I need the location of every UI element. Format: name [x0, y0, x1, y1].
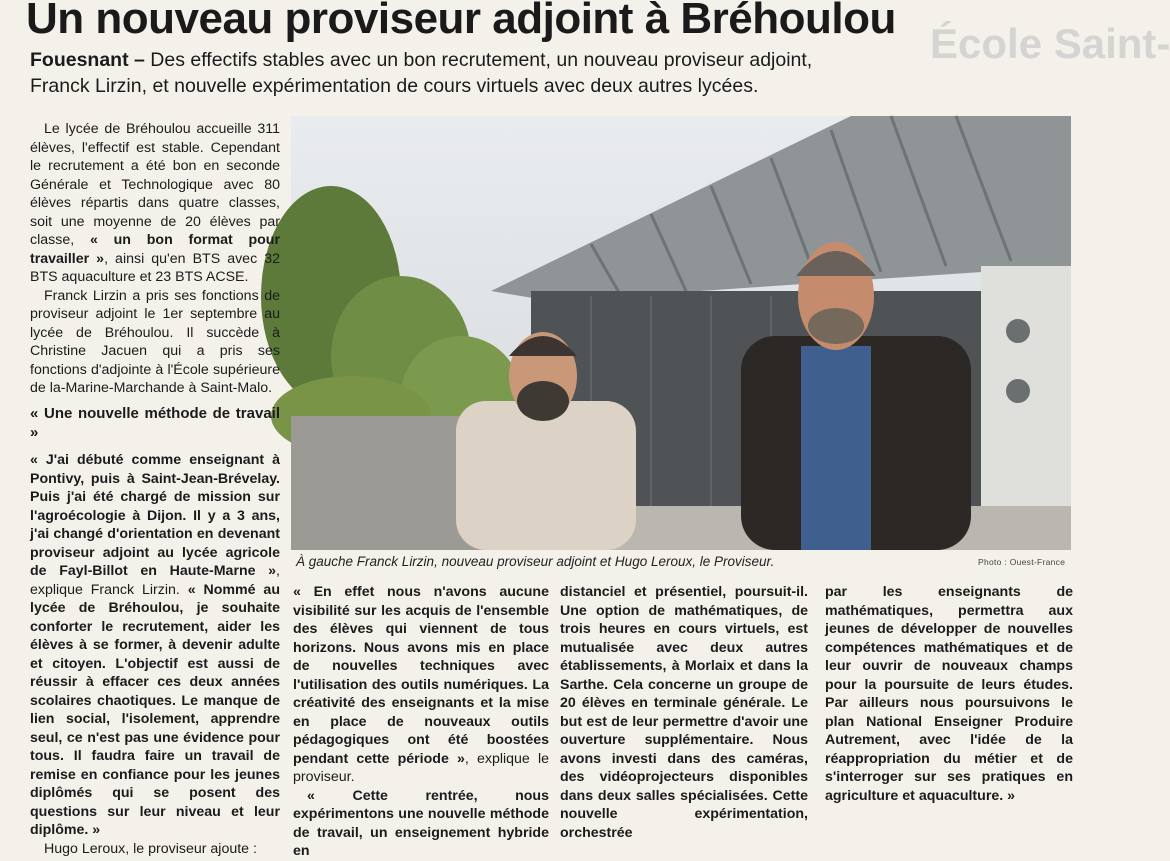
- quote: « J'ai débuté comme enseignant à Pontivy, puis à Saint-Jean-Brévelay. Puis j'ai été chargé de mission sur l'agroécologie à Dijon. Il y a 3 ans, j'ai changé d'orientation en devenant proviseur adjoint au lycée agricole de Fayl-Billot en Haute-Marne »: [30, 452, 280, 579]
- paragraph: Hugo Leroux, le proviseur ajoute :: [44, 840, 257, 857]
- paragraph: « Cette rentrée, nous expérimentons une nouvelle méthode de travail, un enseignement hybride en: [293, 787, 549, 859]
- paragraph: [30, 451, 280, 840]
- paragraph: distanciel et présentiel, poursuit-il. Une option de mathématiques, de trois heures en cours virtuels, est mutualisée avec deux autres établissements, à Morlaix et dans la Sarthe. Cela concerne un groupe de 20 élèves en terminale générale. Le but est de leur permettre d'avoir une ouverture supplémentaire. Nous avons investi dans des caméras, des vidéoprojecteurs disponibles dans deux salles spécialisées. Cette nouvelle expérimentation, orchestrée: [560, 584, 808, 841]
- quote: « En effet nous n'avons aucune visibilité sur les acquis de l'ensemble des élèves qui viennent de tous horizons. Nous avons mis en place de nouvelles techniques avec l'utilisation des outils numériques. La créativité des enseignants et la mise en place de nouveaux outils pédagogiques ont été boostées pendant cette période »: [293, 584, 549, 767]
- text: , ainsi qu'en BTS avec 32 BTS aquaculture et 23 BTS ACSE.: [30, 250, 280, 285]
- text: , explique Franck Lirzin.: [30, 563, 280, 598]
- column-4: [825, 583, 1073, 805]
- article-photo: [291, 116, 1071, 550]
- lede: [30, 47, 860, 99]
- column-3: [560, 583, 808, 842]
- quote: « un bon format pour travailler »: [30, 232, 280, 267]
- column-2: [293, 583, 549, 861]
- paragraph: par les enseignants de mathématiques, permettra aux jeunes de développer de nouvelles compétences mathématiques et de leur ouvrir de nouveaux champs pour la poursuite de leurs études. Par ailleurs nous poursuivons le plan National Enseigner Produire Autrement, avec l'idée de la réappropriation du métier et de s'interroger sur ses pratiques en agriculture et aquaculture. »: [825, 584, 1073, 804]
- bleed-through-headline: École Saint-: [930, 20, 1170, 67]
- lede-text: Des effectifs stables avec un bon recrutement, un nouveau proviseur adjoint, Franck Lirzin, et nouvelle expérimentation de cours virtuels avec deux autres lycées.: [30, 49, 813, 97]
- column-1-bottom: [30, 451, 280, 858]
- photo-illustration: [291, 116, 1071, 550]
- column-1-top: [30, 120, 280, 448]
- paragraph: [30, 120, 280, 287]
- paragraph: Franck Lirzin a pris ses fonctions de proviseur adjoint le 1er septembre au lycée de Bréhoulou. Il succède à Christine Jacuen qui a pris ses fonctions d'adjointe à l'École supérieure de la-Marine-Marchande à Saint-Malo.: [30, 287, 280, 396]
- text: Le lycée de Bréhoulou accueille 311 élèves, l'effectif est stable. Cependant le recrutement a été bon en seconde Générale et Technologique avec 80 élèves répartis dans quatre classes, soit une moyenne de 20 élèves par classe,: [30, 121, 280, 248]
- quote: « Nommé au lycée de Bréhoulou, je souhaite conforter le recrutement, aider les élèves à se former, à devenir adulte et citoyen. L'objectif est aussi de réussir à effacer ces deux années scolaires chaotiques. Le manque de lien social, l'isolement, apprendre seul, ce n'est pas une évidence pour tous. Il faudra faire un travail de remise en confiance pour les jeunes diplômés qui se posent des questions sur leur niveau et leur diplôme. »: [30, 581, 280, 838]
- paragraph: [293, 583, 549, 787]
- lede-location: Fouesnant –: [30, 49, 151, 71]
- headline: Un nouveau proviseur adjoint à Bréhoulou: [26, 0, 896, 43]
- text: , explique le proviseur.: [293, 750, 550, 785]
- photo-caption: À gauche Franck Lirzin, nouveau proviseur adjoint et Hugo Leroux, le Proviseur.: [296, 554, 775, 569]
- photo-credit: Photo : Ouest-France: [978, 557, 1066, 567]
- subheading: « Une nouvelle méthode de travail »: [30, 404, 280, 441]
